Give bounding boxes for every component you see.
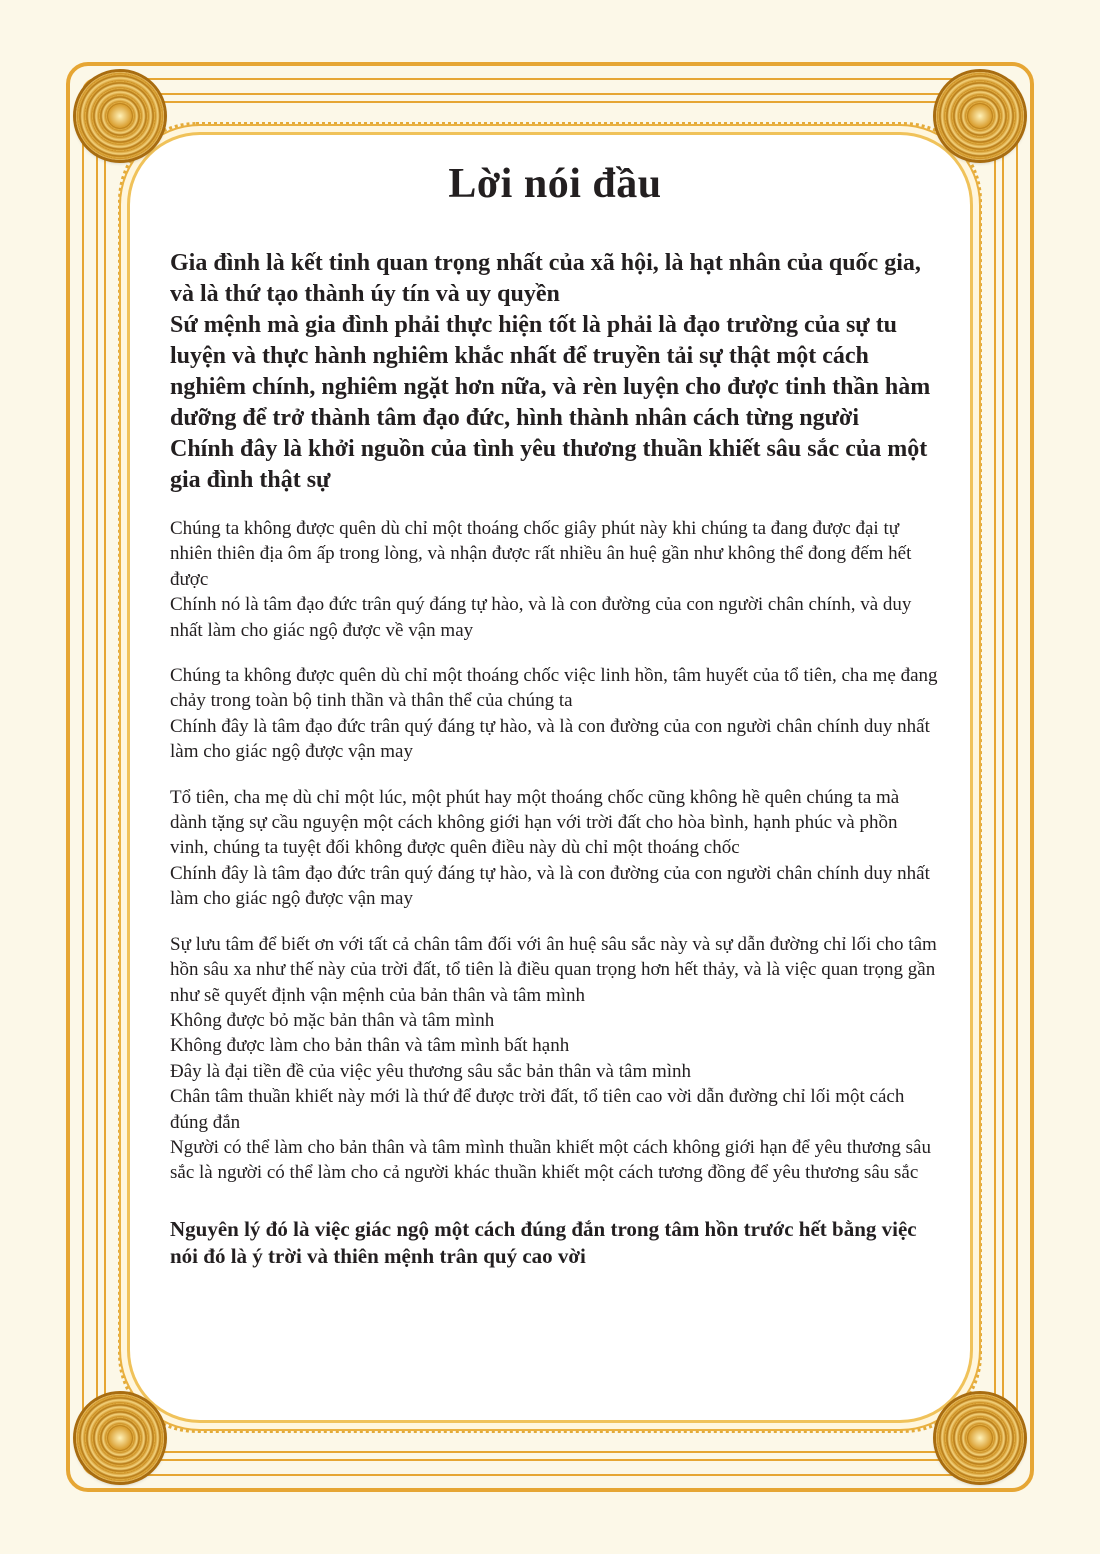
body-line: Không được bỏ mặc bản thân và tâm mình <box>170 1009 495 1031</box>
body-line: Người có thể làm cho bản thân và tâm mình thuần khiết một cách không giới hạn để yêu thương sâu sắc là người có thể làm cho cả người khác thuần khiết một cách tương đồng để yêu thương sâu sắc <box>170 1136 931 1184</box>
corner-medallion-top-right <box>936 72 1024 160</box>
body-line: Không được làm cho bản thân và tâm mình bất hạnh <box>170 1035 570 1057</box>
body-line: Đây là đại tiền đề của việc yêu thương sâu sắc bản thân và tâm mình <box>170 1060 692 1082</box>
intro-line: Chính đây là khởi nguồn của tình yêu thương thuần khiết sâu sắc của một gia đình thật sự <box>170 436 928 493</box>
document-content <box>170 160 940 1271</box>
intro-section <box>170 248 940 496</box>
body-paragraph-2 <box>170 663 940 765</box>
page-title: Lời nói đầu <box>448 161 662 207</box>
closing-section <box>170 1216 940 1271</box>
body-paragraph-4 <box>170 932 940 1186</box>
corner-medallion-bottom-right <box>936 1394 1024 1482</box>
body-line: Chúng ta không được quên dù chỉ một thoáng chốc việc linh hồn, tâm huyết của tổ tiên, cha mẹ đang chảy trong toàn bộ tinh thần và thân thể của chúng ta <box>170 665 938 712</box>
corner-medallion-top-left <box>76 72 164 160</box>
body-line: Chúng ta không được quên dù chỉ một thoáng chốc giây phút này khi chúng ta đang được đại tự nhiên thiên địa ôm ấp trong lòng, và nhận được rất nhiều ân huệ gần như không thể đong đếm hết được <box>170 518 912 590</box>
corner-medallion-bottom-left <box>76 1394 164 1482</box>
body-line: Tổ tiên, cha mẹ dù chỉ một lúc, một phút hay một thoáng chốc cũng không hề quên chúng ta mà dành tặng sự cầu nguyện một cách không giới hạn với trời đất cho hòa bình, hạnh phúc và phồn vinh, chúng ta tuyệt đối không được quên điều này dù chỉ một thoáng chốc <box>170 786 900 859</box>
body-paragraph-3 <box>170 785 940 912</box>
body-line: Chính nó là tâm đạo đức trân quý đáng tự hào, và là con đường của con người chân chính, và duy nhất làm cho giác ngộ được về vận may <box>170 594 912 641</box>
body-line: Chính đây là tâm đạo đức trân quý đáng tự hào, và là con đường của con người chân chính duy nhất làm cho giác ngộ được vận may <box>170 862 930 910</box>
body-line: Sự lưu tâm để biết ơn với tất cả chân tâm đối với ân huệ sâu sắc này và sự dẫn đường chỉ lối cho tâm hồn sâu xa như thế này của trời đất, tổ tiên là điều quan trọng hơn hết thảy, và là việc quan trọng gần như sẽ quyết định vận mệnh của bản thân và tâm mình <box>170 933 937 1006</box>
intro-line: Gia đình là kết tinh quan trọng nhất của xã hội, là hạt nhân của quốc gia, và là thứ tạo thành úy tín và uy quyền <box>170 250 921 307</box>
body-line: Chân tâm thuần khiết này mới là thứ để được trời đất, tổ tiên cao vời dẫn đường chỉ lối một cách đúng đắn <box>170 1086 905 1133</box>
closing-line: Nguyên lý đó là việc giác ngộ một cách đúng đắn trong tâm hồn trước hết bằng việc nói đó là ý trời và thiên mệnh trân quý cao vời <box>170 1216 917 1269</box>
body-paragraph-1 <box>170 516 940 643</box>
intro-line: Sứ mệnh mà gia đình phải thực hiện tốt là phải là đạo trường của sự tu luyện và thực hành nghiêm khắc nhất để truyền tải sự thật một cách nghiêm chính, nghiêm ngặt hơn nữa, và rèn luyện cho được tinh thần hàm dưỡng để trở thành tâm đạo đức, hình thành nhân cách từng người <box>170 312 931 431</box>
body-line: Chính đây là tâm đạo đức trân quý đáng tự hào, và là con đường của con người chân chính duy nhất làm cho giác ngộ được vận may <box>170 715 930 763</box>
